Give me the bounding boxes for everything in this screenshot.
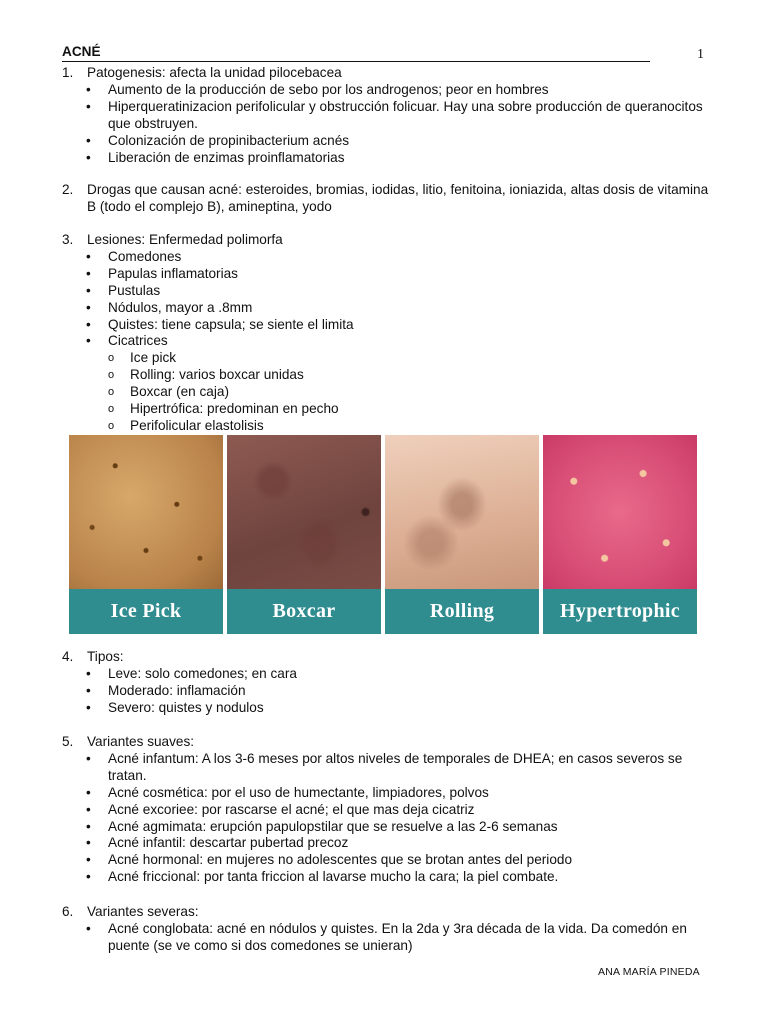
section-tipos xyxy=(62,649,712,717)
circle-bullet-icon: o xyxy=(108,369,115,382)
list-item: • Acné infantum: A los 3-6 meses por altos niveles de temporales de DHEA; en casos severos se tratan. xyxy=(62,751,712,785)
bullet-icon: • xyxy=(86,265,91,281)
list-item: • Severo: quistes y nodulos xyxy=(62,700,712,717)
section-number: 1. xyxy=(62,65,74,80)
sub-list-item: o Perifolicular elastolisis xyxy=(62,418,712,435)
sub-list-item: o Hipertrófica: predominan en pecho xyxy=(62,401,712,418)
section-number: 2. xyxy=(62,182,74,197)
hypertrophic-photo xyxy=(543,435,697,589)
list-item: • Acné hormonal: en mujeres no adolescentes que se brotan antes del periodo xyxy=(62,852,712,869)
section-lesiones xyxy=(62,232,712,435)
bullet-icon: • xyxy=(86,333,91,349)
page-number: 1 xyxy=(697,47,704,62)
section-heading: Tipos: xyxy=(87,649,124,664)
circle-bullet-icon: o xyxy=(108,352,115,365)
section-number: 3. xyxy=(62,232,74,247)
hypertrophic-tile xyxy=(543,435,697,634)
list-item: • Comedones xyxy=(62,249,712,266)
rolling-tile xyxy=(385,435,539,634)
bullet-icon: • xyxy=(86,869,91,885)
section-variantes-severas xyxy=(62,904,712,955)
bullet-icon: • xyxy=(86,299,91,315)
section-variantes-suaves xyxy=(62,734,712,886)
rolling-photo xyxy=(385,435,539,589)
list-item: • Acné agmimata: erupción papulopstilar que se resuelve a las 2-6 semanas xyxy=(62,819,712,836)
ice-pick-tile xyxy=(69,435,223,634)
list-item: • Pustulas xyxy=(62,283,712,300)
list-item: • Quistes: tiene capsula; se siente el limita xyxy=(62,317,712,334)
footer-author: ANA MARÍA PINEDA xyxy=(598,966,700,978)
section-heading: Variantes severas: xyxy=(87,904,199,919)
bullet-icon: • xyxy=(86,801,91,817)
list-item: • Hiperqueratinizacion perifolicular y obstrucción folicuar. Hay una sobre producción de queranocitos que obstruyen. xyxy=(62,99,712,133)
sub-list-item: o Ice pick xyxy=(62,350,712,367)
boxcar-tile xyxy=(227,435,381,634)
section-heading: Drogas que causan acné: esteroides, bromias, iodidas, litio, fenitoina, ioniazida, altas dosis de vitamina B (todo el complejo B), amineptina, yodo xyxy=(87,182,709,214)
section-heading: Patogenesis: afecta la unidad pilocebacea xyxy=(87,65,342,80)
bullet-icon: • xyxy=(86,699,91,715)
bullet-icon: • xyxy=(86,316,91,332)
sub-list-item: o Rolling: varios boxcar unidas xyxy=(62,367,712,384)
list-item: • Acné infantil: descartar pubertad precoz xyxy=(62,835,712,852)
section-drogas xyxy=(62,182,712,216)
boxcar-label: Boxcar xyxy=(227,589,381,634)
list-item: • Leve: solo comedones; en cara xyxy=(62,666,712,683)
hypertrophic-label: Hypertrophic xyxy=(543,589,697,634)
bullet-icon: • xyxy=(86,784,91,800)
scar-types-image xyxy=(69,435,697,634)
list-item: • Liberación de enzimas proinflamatorias xyxy=(62,150,712,167)
list-item: • Acné excoriee: por rascarse el acné; el que mas deja cicatriz xyxy=(62,802,712,819)
list-item: • Acné cosmética: por el uso de humectante, limpiadores, polvos xyxy=(62,785,712,802)
section-heading: Variantes suaves: xyxy=(87,734,195,749)
list-item: • Moderado: inflamación xyxy=(62,683,712,700)
bullet-icon: • xyxy=(86,282,91,298)
document-title: ACNÉ xyxy=(62,44,650,62)
list-item: • Acné conglobata: acné en nódulos y quistes. En la 2da y 3ra década de la vida. Da comedón en puente (se ve como si dos comedones se unieran) xyxy=(62,921,712,955)
list-item: • Cicatrices xyxy=(62,333,712,350)
list-item: • Acné friccional: por tanta friccion al lavarse mucho la cara; la piel combate. xyxy=(62,869,712,886)
ice-pick-label: Ice Pick xyxy=(69,589,223,634)
section-number: 6. xyxy=(62,904,74,919)
section-heading: Lesiones: Enfermedad polimorfa xyxy=(87,232,283,247)
section-patogenesis xyxy=(62,65,712,166)
bullet-icon: • xyxy=(86,98,91,114)
bullet-icon: • xyxy=(86,920,91,936)
circle-bullet-icon: o xyxy=(108,419,115,432)
boxcar-photo xyxy=(227,435,381,589)
circle-bullet-icon: o xyxy=(108,403,115,416)
ice-pick-photo xyxy=(69,435,223,589)
list-item: • Papulas inflamatorias xyxy=(62,266,712,283)
rolling-label: Rolling xyxy=(385,589,539,634)
bullet-icon: • xyxy=(86,248,91,264)
bullet-icon: • xyxy=(86,132,91,148)
sub-list-item: o Boxcar (en caja) xyxy=(62,384,712,401)
bullet-icon: • xyxy=(86,818,91,834)
bullet-icon: • xyxy=(86,81,91,97)
bullet-icon: • xyxy=(86,852,91,868)
list-item: • Aumento de la producción de sebo por los androgenos; peor en hombres xyxy=(62,82,712,99)
list-item: • Nódulos, mayor a .8mm xyxy=(62,300,712,317)
bullet-icon: • xyxy=(86,682,91,698)
list-item: • Colonización de propinibacterium acnés xyxy=(62,133,712,150)
circle-bullet-icon: o xyxy=(108,386,115,399)
section-number: 5. xyxy=(62,734,74,749)
bullet-icon: • xyxy=(86,750,91,766)
section-number: 4. xyxy=(62,649,74,664)
bullet-icon: • xyxy=(86,665,91,681)
bullet-icon: • xyxy=(86,149,91,165)
bullet-icon: • xyxy=(86,835,91,851)
